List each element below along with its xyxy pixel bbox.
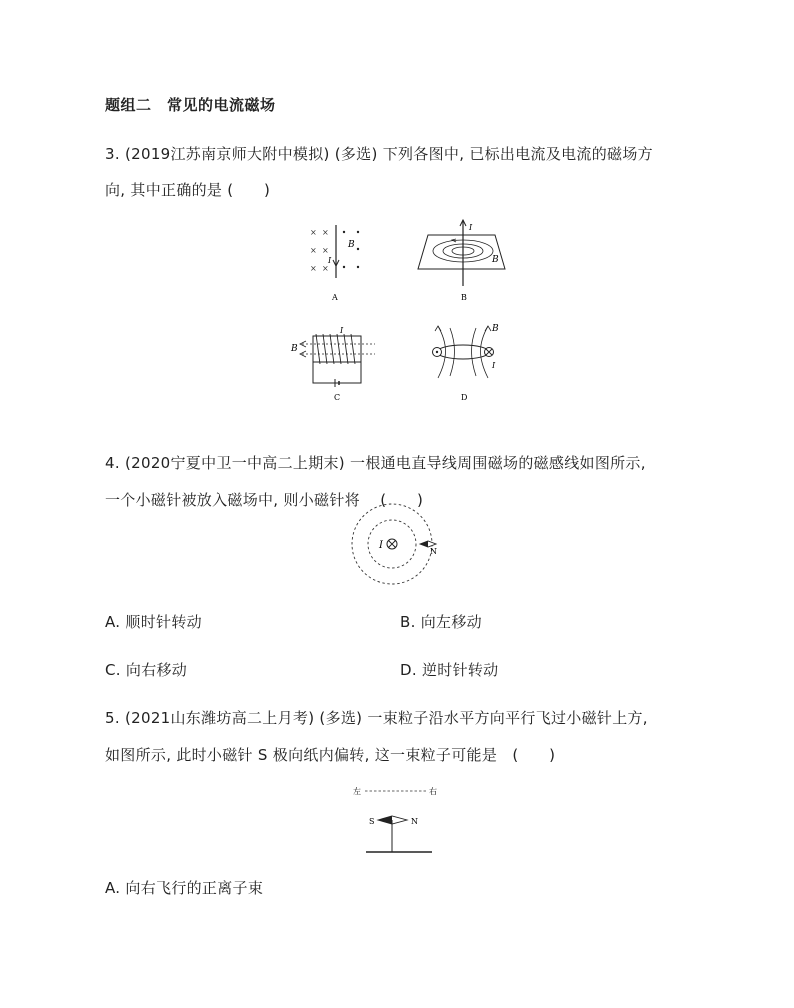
- q5-left-label: 左: [353, 787, 361, 796]
- q5-stem-line1: 5. (2021山东潍坊高二上月考) (多选) 一束粒子沿水平方向平行飞过小磁针上方,: [105, 709, 648, 727]
- svg-text:B: B: [492, 324, 499, 334]
- q4-option-b[interactable]: B. 向左移动: [400, 613, 482, 631]
- q3-stem-line1: 3. (2019江苏南京师大附中模拟) (多选) 下列各图中, 已标出电流及电流的磁场方: [105, 145, 653, 163]
- q5-figure: [345, 780, 455, 860]
- q3-figure: [280, 218, 520, 403]
- svg-text:B: B: [492, 255, 499, 265]
- q4-option-a[interactable]: A. 顺时针转动: [105, 613, 202, 631]
- q3-a-current: I: [328, 256, 332, 265]
- q4-figure: [345, 500, 445, 588]
- q5-n-label: N: [411, 817, 418, 826]
- q4-needle-label: N: [430, 547, 437, 556]
- section-title: 题组二 常见的电流磁场: [105, 96, 276, 114]
- q3-label-c: C: [334, 393, 341, 402]
- q3-figure-a: [310, 225, 359, 302]
- svg-text:I: I: [469, 223, 473, 232]
- q5-s-label: S: [369, 817, 375, 826]
- q4-stem-line1: 4. (2020宁夏中卫一中高二上期末) 一根通电直导线周围磁场的磁感线如图所示,: [105, 454, 646, 472]
- svg-text:×: ×: [322, 264, 329, 273]
- q4-current-label: I: [379, 540, 383, 551]
- q5-right-label: 右: [429, 787, 437, 796]
- svg-text:×: ×: [322, 228, 329, 237]
- q5-stem-line2: 如图所示, 此时小磁针 S 极向纸内偏转, 这一束粒子可能是 ( ): [105, 746, 556, 764]
- q3-figure-d: [433, 324, 500, 402]
- q3-stem-line2: 向, 其中正确的是 ( ): [105, 181, 271, 199]
- q5-option-a[interactable]: A. 向右飞行的正离子束: [105, 879, 264, 897]
- q4-option-d[interactable]: D. 逆时针转动: [400, 661, 499, 679]
- q4-stem-line2: 一个小磁针被放入磁场中, 则小磁针将 ( ): [105, 491, 424, 509]
- svg-text:×: ×: [310, 246, 317, 255]
- svg-text:B: B: [291, 344, 298, 354]
- svg-text:I: I: [492, 361, 496, 370]
- q4-option-c[interactable]: C. 向右移动: [105, 661, 188, 679]
- svg-text:×: ×: [310, 264, 317, 273]
- q3-figure-b: [418, 220, 505, 302]
- q3-a-field: B: [348, 240, 355, 250]
- svg-text:I: I: [340, 326, 344, 335]
- svg-text:×: ×: [322, 246, 329, 255]
- svg-text:×: ×: [310, 228, 317, 237]
- q3-label-d: D: [461, 393, 468, 402]
- q3-label-b: B: [461, 293, 467, 302]
- q3-label-a: A: [332, 293, 338, 302]
- q3-figure-c: [290, 326, 375, 402]
